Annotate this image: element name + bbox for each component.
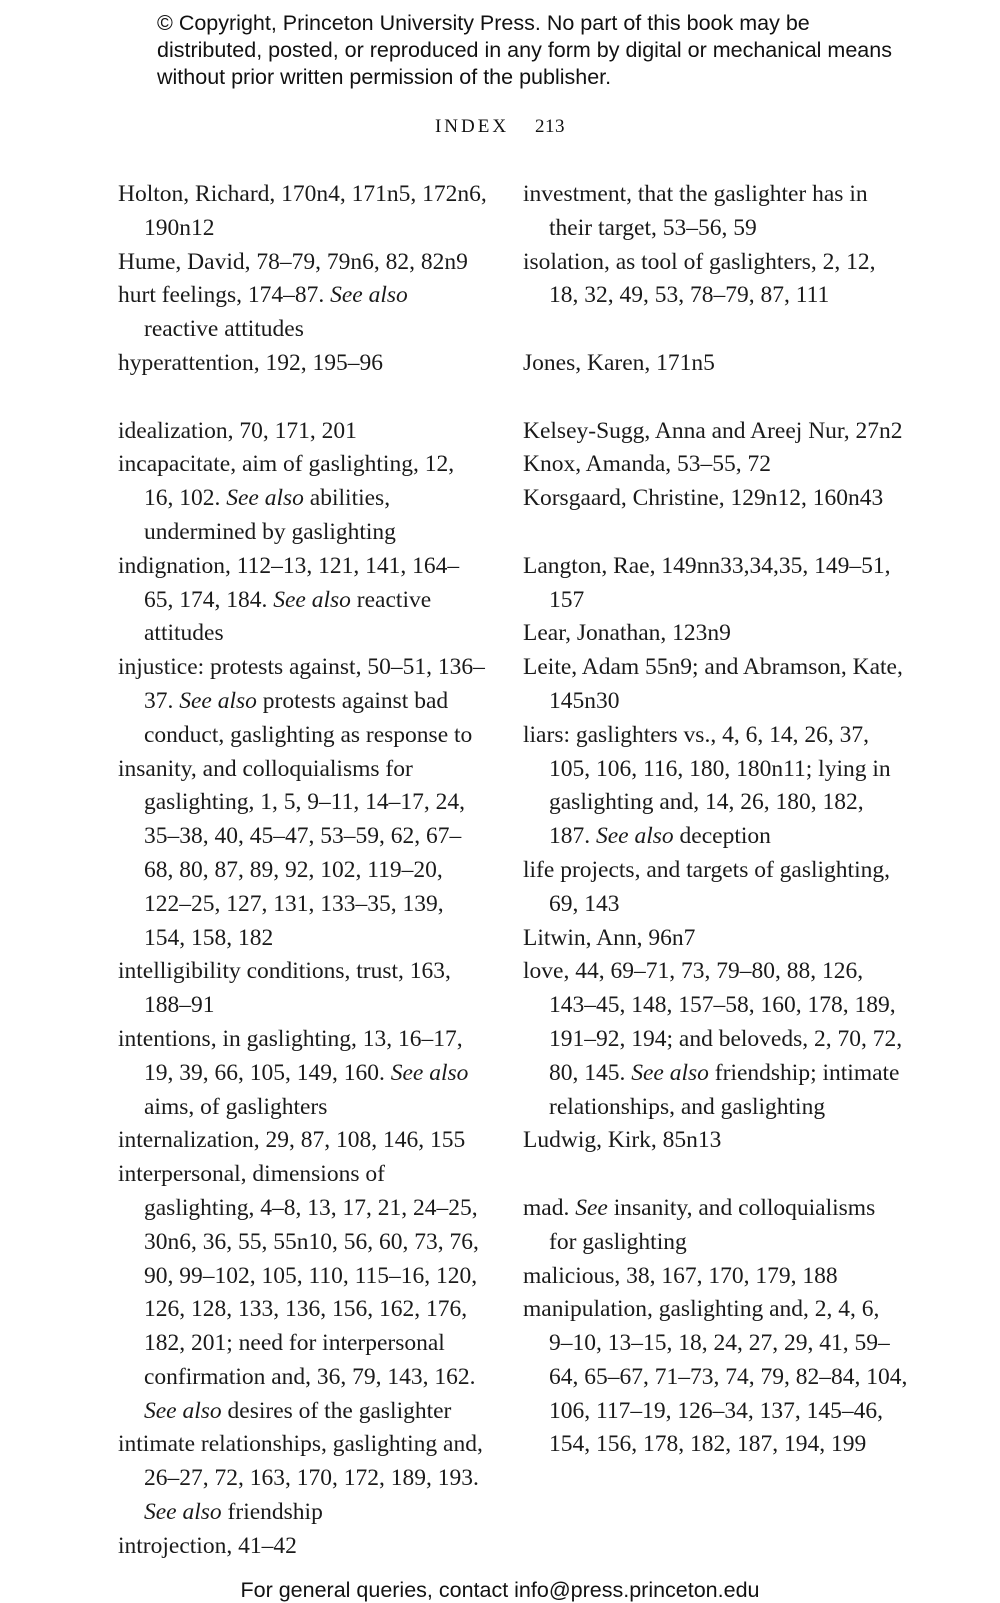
index-entry	[523, 1124, 908, 1158]
copyright-notice: © Copyright, Princeton University Press. No part of this book may be distributed, posted, or reproduced in any form by digital or mechanical means without prior written permission of the publisher.	[157, 11, 892, 89]
index-entry	[523, 1260, 908, 1294]
index-entry	[523, 854, 908, 922]
index-entry	[118, 279, 488, 347]
footer-contact: For general queries, contact info@press.princeton.edu	[240, 1578, 760, 1602]
index-entry	[118, 651, 488, 752]
page-number: 213	[535, 116, 566, 137]
index-entry	[523, 347, 908, 381]
index-entry-text: insanity, and colloquialisms for gaslighting, 1, 5, 9–11, 14–17, 24, 35–38, 40, 45–47, 53–59, 62, 67–68, 80, 87, 89, 92, 102, 119–20, 122–25, 127, 131, 133–35, 139, 154, 158, 182	[118, 755, 465, 951]
index-entry-text: intimate relationships, gaslighting and, 26–27, 72, 163, 170, 172, 189, 193.	[118, 1431, 483, 1492]
index-entry-text: Ludwig, Kirk, 85n13	[523, 1127, 722, 1154]
index-entry	[118, 1023, 488, 1124]
index-entry	[118, 415, 488, 449]
index-entry	[118, 448, 488, 549]
index-entry	[118, 1530, 488, 1564]
cross-reference-label: See also	[144, 1397, 222, 1424]
cross-reference-label: See	[575, 1194, 608, 1221]
index-entry-text: intelligibility conditions, trust, 163, 188–91	[118, 958, 451, 1019]
letter-group-gap	[523, 381, 908, 415]
index-entry-text: protests against bad conduct, gaslighting as response to	[144, 687, 473, 748]
index-entry-text: injustice: protests against, 50–51, 136–37.	[118, 654, 485, 714]
index-entry	[523, 719, 908, 854]
index-entry-text: Litwin, Ann, 96n7	[523, 924, 696, 951]
letter-group-gap	[523, 516, 908, 550]
index-entry	[523, 1293, 908, 1462]
cross-reference-label: See also	[330, 282, 408, 309]
index-entry	[118, 178, 488, 246]
cross-reference-label: See also	[226, 485, 304, 512]
index-entry	[523, 550, 908, 618]
index-entry	[118, 550, 488, 651]
index-entry	[118, 753, 488, 956]
index-entry-text: Lear, Jonathan, 123n9	[523, 620, 731, 647]
index-entry	[523, 617, 908, 651]
index-entry-text: intentions, in gaslighting, 13, 16–17, 19, 39, 66, 105, 149, 160.	[118, 1025, 463, 1086]
index-entry-text: malicious, 38, 167, 170, 179, 188	[523, 1262, 838, 1289]
index-entry-text: Korsgaard, Christine, 129n12, 160n43	[523, 485, 884, 512]
index-entry	[523, 482, 908, 516]
index-entry-text: hyperattention, 192, 195–96	[118, 349, 383, 376]
cross-reference-label: See also	[596, 823, 674, 850]
index-entry-text: friendship; intimate relationships, and gaslighting	[549, 1059, 900, 1120]
index-entry	[523, 922, 908, 956]
index-column-right	[523, 178, 908, 1462]
index-entry-text: Kelsey-Sugg, Anna and Areej Nur, 27n2	[523, 417, 903, 444]
cross-reference-label: See also	[179, 687, 257, 714]
index-entry-text: reactive attitudes	[144, 586, 432, 647]
index-entry	[523, 178, 908, 246]
letter-group-gap	[118, 381, 488, 415]
index-entry-text: abilities, undermined by gaslighting	[144, 485, 396, 545]
index-entry-text: insanity, and colloquialisms for gaslighting	[549, 1194, 876, 1255]
index-entry-text: life projects, and targets of gaslighting, 69, 143	[523, 856, 890, 917]
running-head	[0, 116, 1000, 138]
index-entry	[118, 955, 488, 1023]
index-column-left	[118, 178, 488, 1564]
index-entry	[523, 651, 908, 719]
index-entry	[523, 246, 908, 314]
index-entry-text: hurt feelings, 174–87.	[118, 282, 331, 309]
index-entry	[118, 347, 488, 381]
index-entry-text: Hume, David, 78–79, 79n6, 82, 82n9	[118, 248, 468, 275]
index-entry	[523, 955, 908, 1124]
index-entry-text: desires of the gaslighter	[221, 1397, 452, 1424]
index-entry-text: idealization, 70, 171, 201	[118, 417, 357, 444]
index-entry-text: love, 44, 69–71, 73, 79–80, 88, 126, 143–45, 148, 157–58, 160, 178, 189, 191–92, 194; and beloveds, 2, 70, 72, 80, 145.	[523, 958, 903, 1086]
letter-group-gap	[523, 1158, 908, 1192]
index-entry-text: friendship	[221, 1499, 323, 1526]
index-entry-text: Holton, Richard, 170n4, 171n5, 172n6, 190n12	[118, 181, 487, 241]
index-entry	[523, 448, 908, 482]
index-entry-text: mad.	[523, 1194, 576, 1221]
index-entry-text: Leite, Adam 55n9; and Abramson, Kate, 145n30	[523, 654, 903, 714]
index-entry-text: aims, of gaslighters	[144, 1093, 328, 1120]
cross-reference-label: See also	[144, 1499, 222, 1526]
index-entry-text: introjection, 41–42	[118, 1532, 297, 1559]
index-entry	[118, 246, 488, 280]
index-entry	[118, 1428, 488, 1529]
cross-reference-label: See also	[390, 1059, 469, 1086]
cross-reference-label: See also	[273, 586, 351, 613]
index-entry-text: investment, that the gaslighter has in their target, 53–56, 59	[523, 181, 868, 241]
index-entry-text: reactive attitudes	[144, 316, 304, 343]
index-entry-text: Knox, Amanda, 53–55, 72	[523, 451, 772, 478]
running-head-label: INDEX	[434, 116, 510, 137]
index-entry-text: deception	[673, 823, 771, 850]
index-entry-text: internalization, 29, 87, 108, 146, 155	[118, 1127, 466, 1154]
index-entry-text: Jones, Karen, 171n5	[523, 349, 715, 376]
index-entry-text: incapacitate, aim of gaslighting, 12, 16, 102.	[118, 451, 455, 512]
letter-group-gap	[523, 313, 908, 347]
index-entry-text: Langton, Rae, 149nn33,34,35, 149–51, 157	[523, 552, 891, 613]
index-entry	[523, 415, 908, 449]
index-entry-text: interpersonal, dimensions of gaslighting, 4–8, 13, 17, 21, 24–25, 30n6, 36, 55, 55n10, 56, 60, 73, 76, 90, 99–102, 105, 110, 115–16, 120, 126, 128, 133, 136, 156, 162, 176, 182, 201; need for interpersonal confirmation and, 36, 79, 143, 162.	[118, 1161, 479, 1390]
index-entry-text: indignation, 112–13, 121, 141, 164–65, 174, 184.	[118, 552, 460, 613]
index-entry	[523, 1192, 908, 1260]
index-entry	[118, 1158, 488, 1428]
index-entry-text: manipulation, gaslighting and, 2, 4, 6, 9–10, 13–15, 18, 24, 27, 29, 41, 59–64, 65–67, 71–73, 74, 79, 82–84, 104, 106, 117–19, 126–34, 137, 145–46, 154, 156, 178, 182, 187, 194, 199	[523, 1296, 908, 1458]
index-entry	[118, 1124, 488, 1158]
index-entry-text: isolation, as tool of gaslighters, 2, 12, 18, 32, 49, 53, 78–79, 87, 111	[523, 248, 876, 309]
cross-reference-label: See also	[631, 1059, 709, 1086]
index-entry-text: liars: gaslighters vs., 4, 6, 14, 26, 37, 105, 106, 116, 180, 180n11; lying in gaslighting and, 14, 26, 180, 182, 187.	[523, 721, 891, 850]
